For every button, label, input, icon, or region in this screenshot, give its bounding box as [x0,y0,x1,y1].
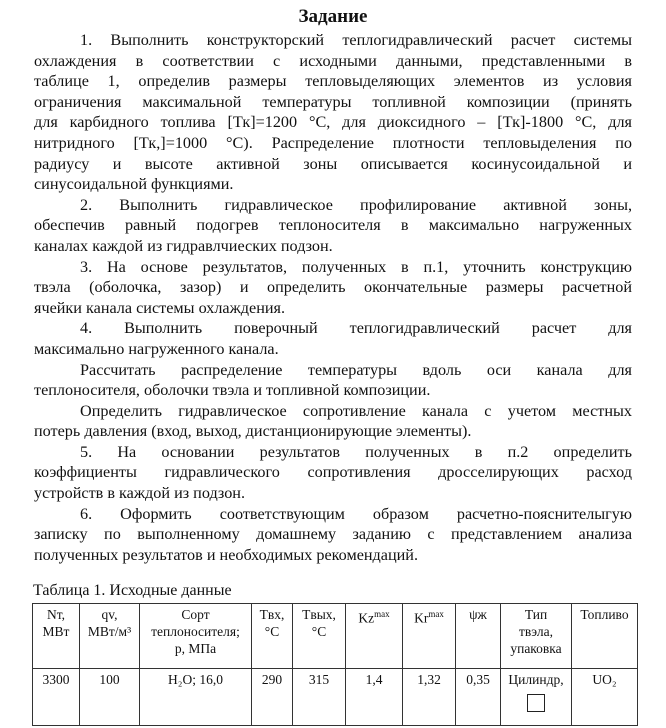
table-cell [33,669,80,726]
header-cell [501,604,572,669]
header-cell [140,604,252,669]
header-cell [252,604,293,669]
header-superscript: max [374,609,390,619]
table-cell [252,669,293,726]
header-label: Tвых, [302,607,336,622]
paragraph-line: радиусу и высоте активной зоны описывается косинусоидальной и [34,154,632,173]
header-label: Nт, [46,607,65,622]
paragraph-line: 2. Выполнить гидравлическое профилирование активной зоны, [80,195,632,214]
paragraph-line: устройств в каждой из подзон. [34,484,245,503]
header-label-line2: °С [264,624,280,639]
header-label: qv, [101,607,118,622]
table-cell [80,669,140,726]
cell-value: 100 [99,672,120,687]
header-label-line2: °С [311,624,327,639]
cell-value: 1,4 [365,672,383,687]
paragraph-line: 3. На основе результатов, полученных в п.1, уточнить конструкцию [80,257,632,276]
header-label: Kz [358,610,375,626]
paragraph-line: твэла (оболочка, зазор) и определить окончательные размеры расчетной [34,278,632,297]
paragraph-line: 5. На основании результатов полученных в п.2 определить [80,442,632,461]
paragraph-line: нитридного [Тк,]=1000 °С). Распределение плотности тепловыделения по [34,133,632,152]
header-cell [456,604,501,669]
header-label: Tвх, [259,607,285,622]
paragraph-line: синусоидальной функциями. [34,175,234,194]
cell-value: UO₂ [592,672,617,687]
paragraph-line: полученных результатов и необходимых рекомендаций. [34,545,419,564]
paragraph-line: ячейки канала системы охлаждения. [34,298,286,317]
cell-value: 290 [261,672,283,687]
header-label-line3: упаковка [510,641,562,656]
header-label: ψж [469,607,487,622]
paragraph-line: ограничения максимальной температуры топливной композиции (принять [34,92,632,111]
header-cell [572,604,638,669]
table-row [33,669,638,726]
paragraph-line: коэффициенты гидравлического сопротивления дросселирующих расход [34,463,632,482]
header-label: Kr [414,610,429,626]
table-cell [456,669,501,726]
paragraph-line: максимально нагруженного канала. [34,339,279,358]
cell-value: 0,35 [466,672,490,687]
initial-data-table [32,603,638,726]
cell-value: 1,32 [417,672,441,687]
cell-value: 3300 [42,672,70,687]
header-superscript: max [428,609,444,619]
paragraph-line: потерь давления (вход, выход, дистанционирующие элементы). [34,422,472,441]
header-cell [80,604,140,669]
header-label: Топливо [580,607,629,622]
header-label: Тип [524,607,548,622]
header-label-line2: твэла, [519,624,553,639]
table-cell [293,669,346,726]
paragraph-line: теплоносителя, оболочки твэла и топливной композиции. [34,381,431,400]
header-cell [293,604,346,669]
table-cell [501,669,572,726]
table-cell [140,669,252,726]
header-label-line2: МВт [42,624,70,639]
paragraph-line: обеспечив равный подогрев теплоносителя в максимально нагруженных [34,216,632,235]
cell-value: 315 [308,672,330,687]
paragraph-line: 1. Выполнить конструкторский теплогидравлический расчет системы [80,31,632,49]
table-caption: Таблица 1. Исходные данные [33,582,232,599]
table-cell [572,669,638,726]
paragraph-line: 4. Выполнить поверочный теплогидравлический расчет для [80,319,632,338]
paragraph-line: охлаждения в соответствии с исходными данными, представленными в [34,51,632,70]
paragraph-line: каналах каждой из гидравлчиеских подзон. [34,236,333,255]
table-cell [346,669,403,726]
header-cell [33,604,80,669]
header-cell [346,604,403,669]
cell-value: H₂O; 16,0 [168,672,223,687]
paragraph-line: Рассчитать распределение температуры вдоль оси канала для [80,360,632,379]
paragraph-line: записку по выполненному домашнему заданию с представлением анализа [34,525,632,544]
header-label: Сорт [181,607,210,622]
paragraph-line: 6. Оформить соответствующим образом расчетно-пояснителыгую [80,504,632,523]
table-cell [403,669,456,726]
task-text [34,30,632,565]
paragraph-line: для карбидного топлива [Тк]=1200 °С, для диоксидного – [Тк]-1800 °С, для [34,113,632,132]
header-label-line2: теплоносителя; [151,624,240,639]
paragraph-line: таблице 1, определив размеры тепловыделяющих элементов из условия [34,72,632,91]
header-label-line3: p, МПа [174,641,217,656]
table-header-row [33,604,638,669]
header-label-line2: МВт/м³ [87,624,132,639]
header-cell [403,604,456,669]
paragraph-line: Определить гидравлическое сопротивление канала с учетом местных [80,401,632,420]
square-lattice-icon [527,694,545,712]
cell-value: Цилиндр, [508,672,564,687]
page-title: Задание [298,6,368,27]
